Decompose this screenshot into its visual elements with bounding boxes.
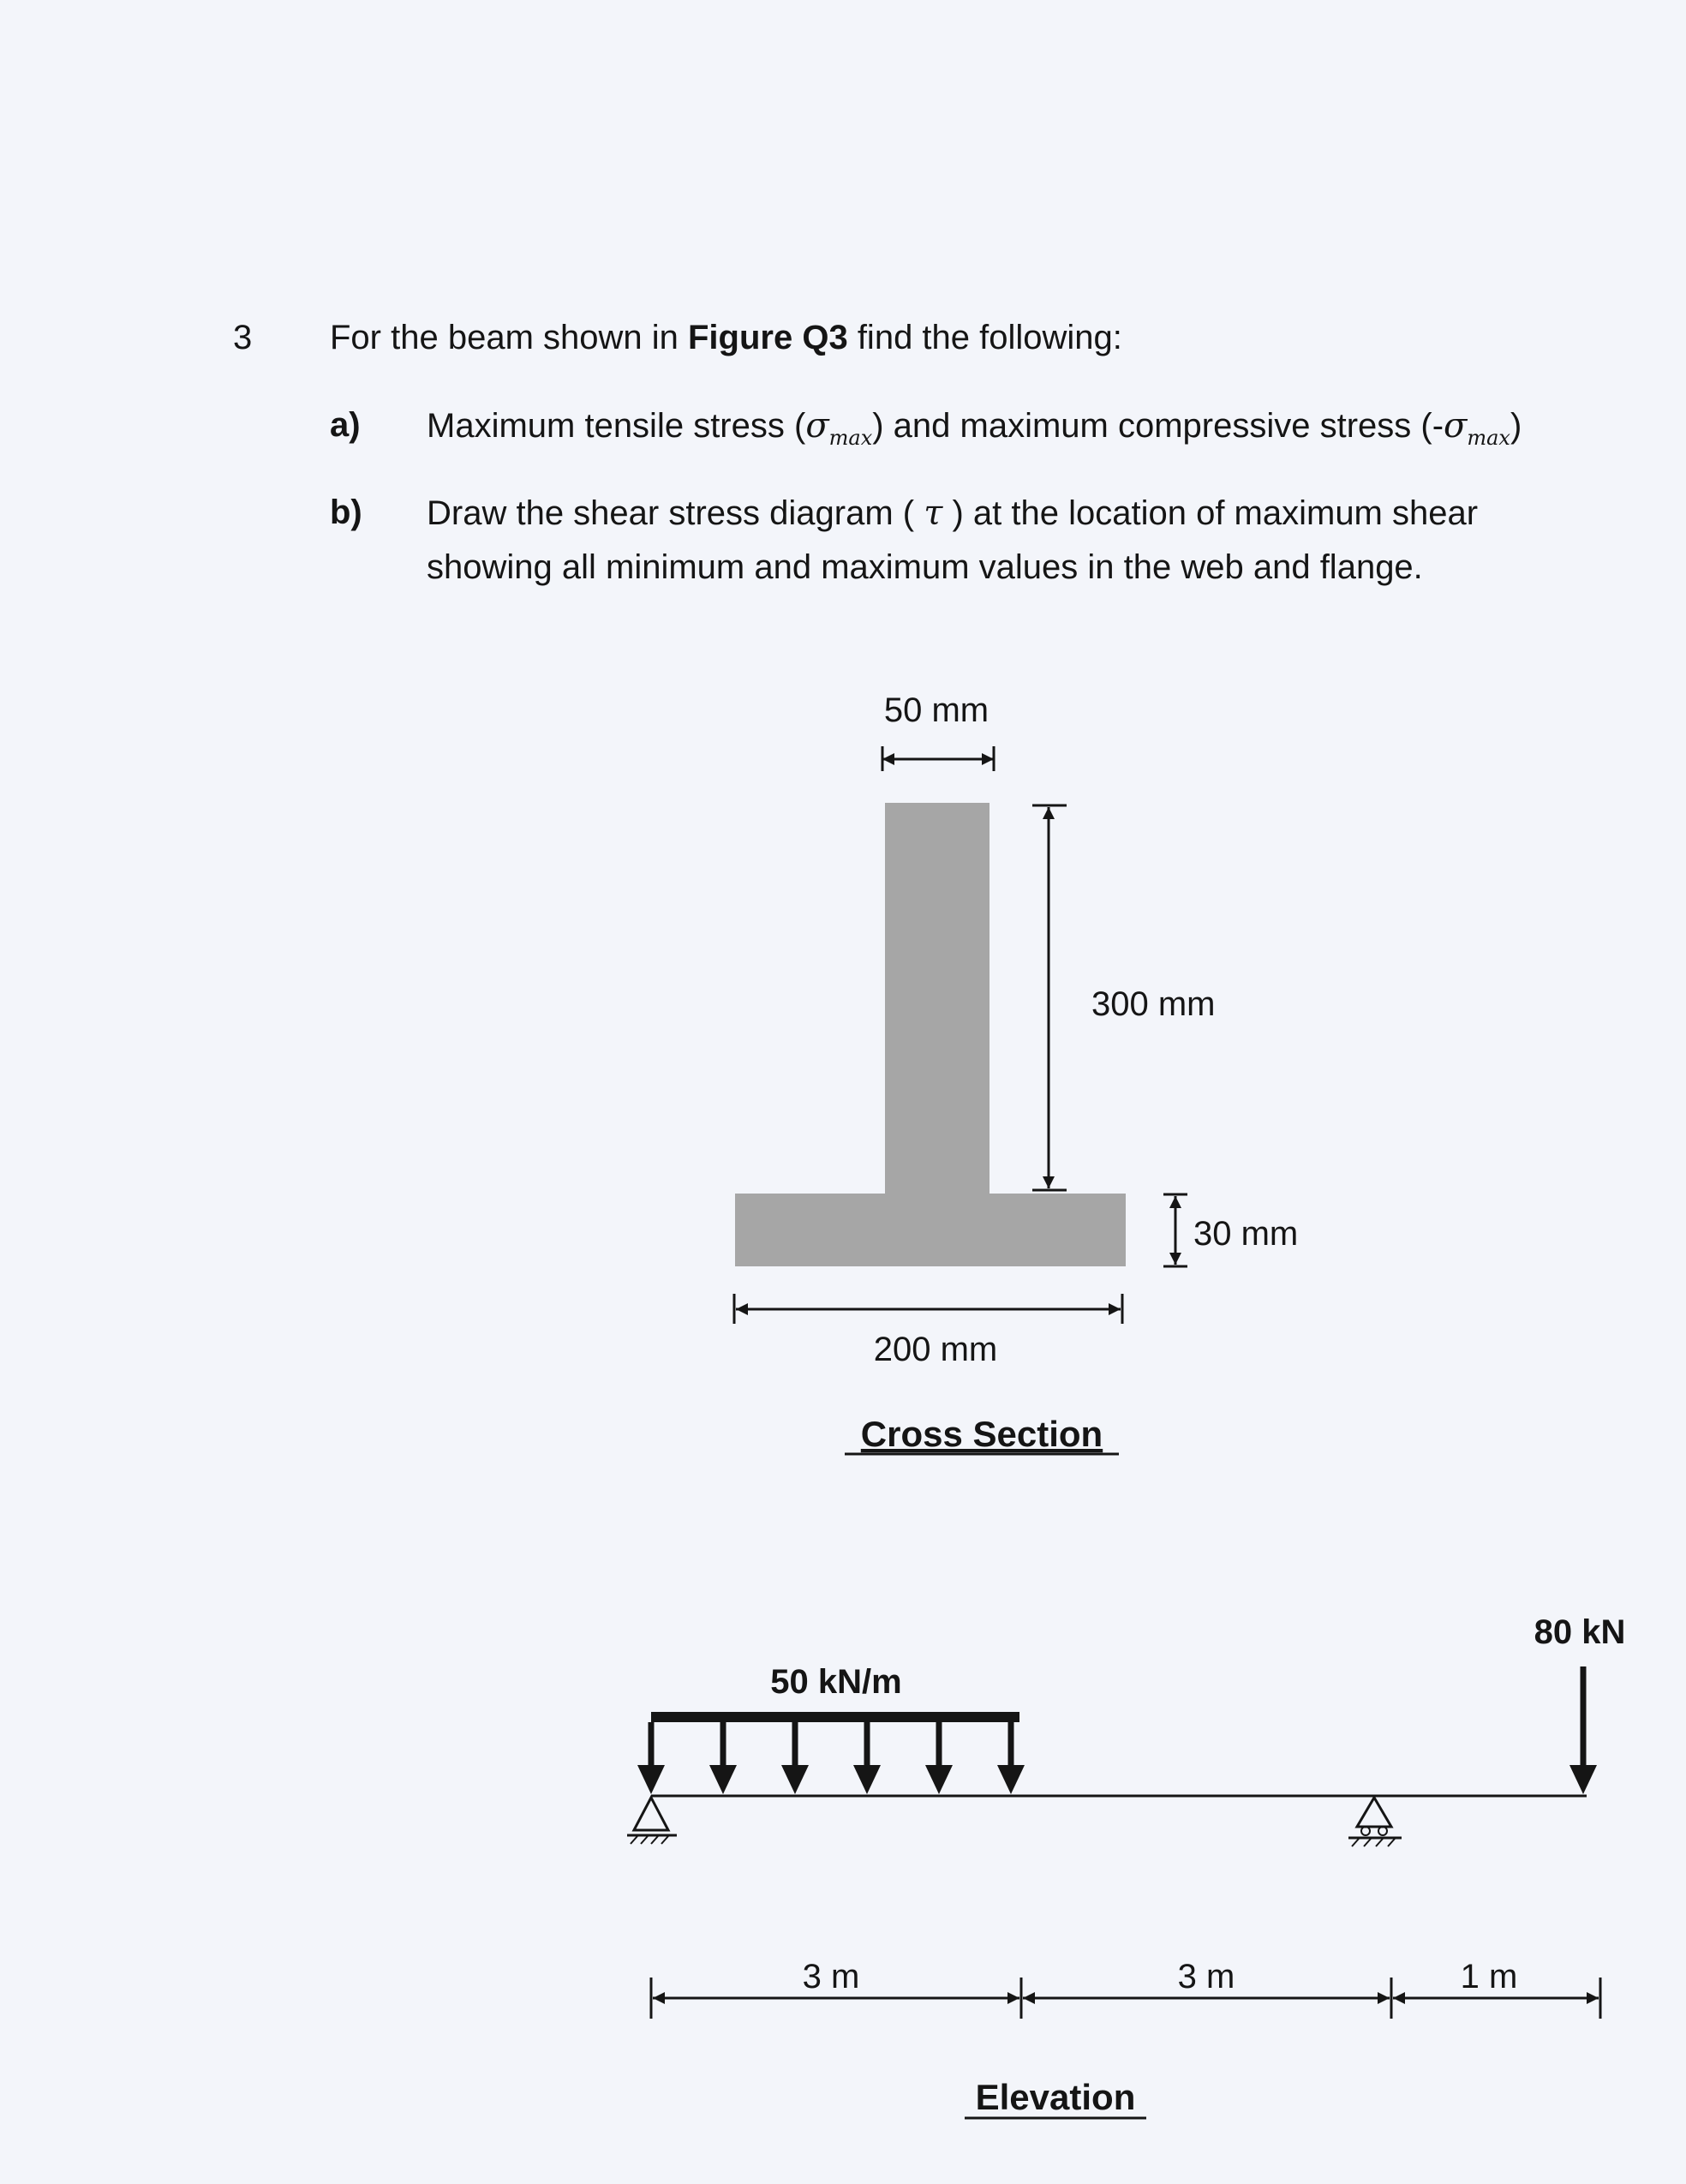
web-width-label: 50 mm bbox=[883, 691, 989, 729]
web-width-dimension bbox=[882, 691, 994, 771]
udl-arrow-1 bbox=[637, 1722, 665, 1794]
elevation-title: Elevation bbox=[975, 2077, 1136, 2117]
udl-arrow-4 bbox=[853, 1722, 881, 1794]
part-b-text-1: Draw the shear stress diagram ( bbox=[427, 494, 924, 532]
sigma-max-compression: $\sigma_{max}$ bbox=[1444, 406, 1510, 450]
roller-support bbox=[1348, 1798, 1402, 1846]
elevation-figure bbox=[627, 1613, 1625, 2184]
distributed-load bbox=[637, 1663, 1025, 1794]
part-a-text-3: ) bbox=[1510, 407, 1522, 445]
web-height-dimension bbox=[1032, 805, 1216, 1190]
flange-thickness-dimension bbox=[1163, 1194, 1298, 1266]
cross-section-title: Cross Section bbox=[860, 1414, 1103, 1454]
section-flange bbox=[735, 1194, 1126, 1266]
intro-prefix: For the beam shown in bbox=[330, 319, 688, 356]
part-a-label: a) bbox=[330, 406, 361, 444]
udl-arrow-6 bbox=[997, 1722, 1025, 1794]
point-load bbox=[1534, 1613, 1626, 1794]
tau-symbol: τ bbox=[924, 494, 943, 533]
pin-support bbox=[627, 1798, 677, 1844]
udl-arrow-5 bbox=[925, 1722, 953, 1794]
part-a-text-2: ) and maximum compressive stress (- bbox=[872, 407, 1444, 445]
intro-figure-ref: Figure Q3 bbox=[688, 319, 848, 356]
udl-arrow-3 bbox=[781, 1722, 809, 1794]
part-b-text-2: ) at the location of maximum shear bbox=[942, 494, 1479, 532]
part-a-text-1: Maximum tensile stress ( bbox=[427, 407, 806, 445]
flange-width-label: 200 mm bbox=[873, 1331, 998, 1368]
flange-width-dimension bbox=[734, 1294, 1122, 1368]
cross-section-figure bbox=[734, 691, 1298, 1454]
part-b-line-2: showing all minimum and maximum values in the web and flange. bbox=[427, 548, 1423, 586]
point-load-label: 80 kN bbox=[1534, 1613, 1626, 1651]
udl-label: 50 kN/m bbox=[770, 1663, 902, 1701]
sigma-max-tension: $\sigma_{max}$ bbox=[805, 406, 873, 450]
web-height-label: 300 mm bbox=[1091, 985, 1216, 1023]
flange-thickness-label: 30 mm bbox=[1193, 1215, 1299, 1253]
question-number: 3 bbox=[233, 319, 253, 356]
span-dimensions bbox=[651, 1958, 1600, 2184]
part-b-label: b) bbox=[330, 494, 362, 531]
udl-top-bar bbox=[651, 1712, 1019, 1722]
span-3-label: 1 m bbox=[1460, 1958, 1518, 1996]
intro-suffix: find the following: bbox=[847, 319, 1122, 356]
section-web bbox=[885, 803, 989, 1194]
span-2-label: 3 m bbox=[1177, 1958, 1235, 1996]
span-1-label: 3 m bbox=[802, 1958, 860, 1996]
udl-arrow-2 bbox=[709, 1722, 737, 1794]
